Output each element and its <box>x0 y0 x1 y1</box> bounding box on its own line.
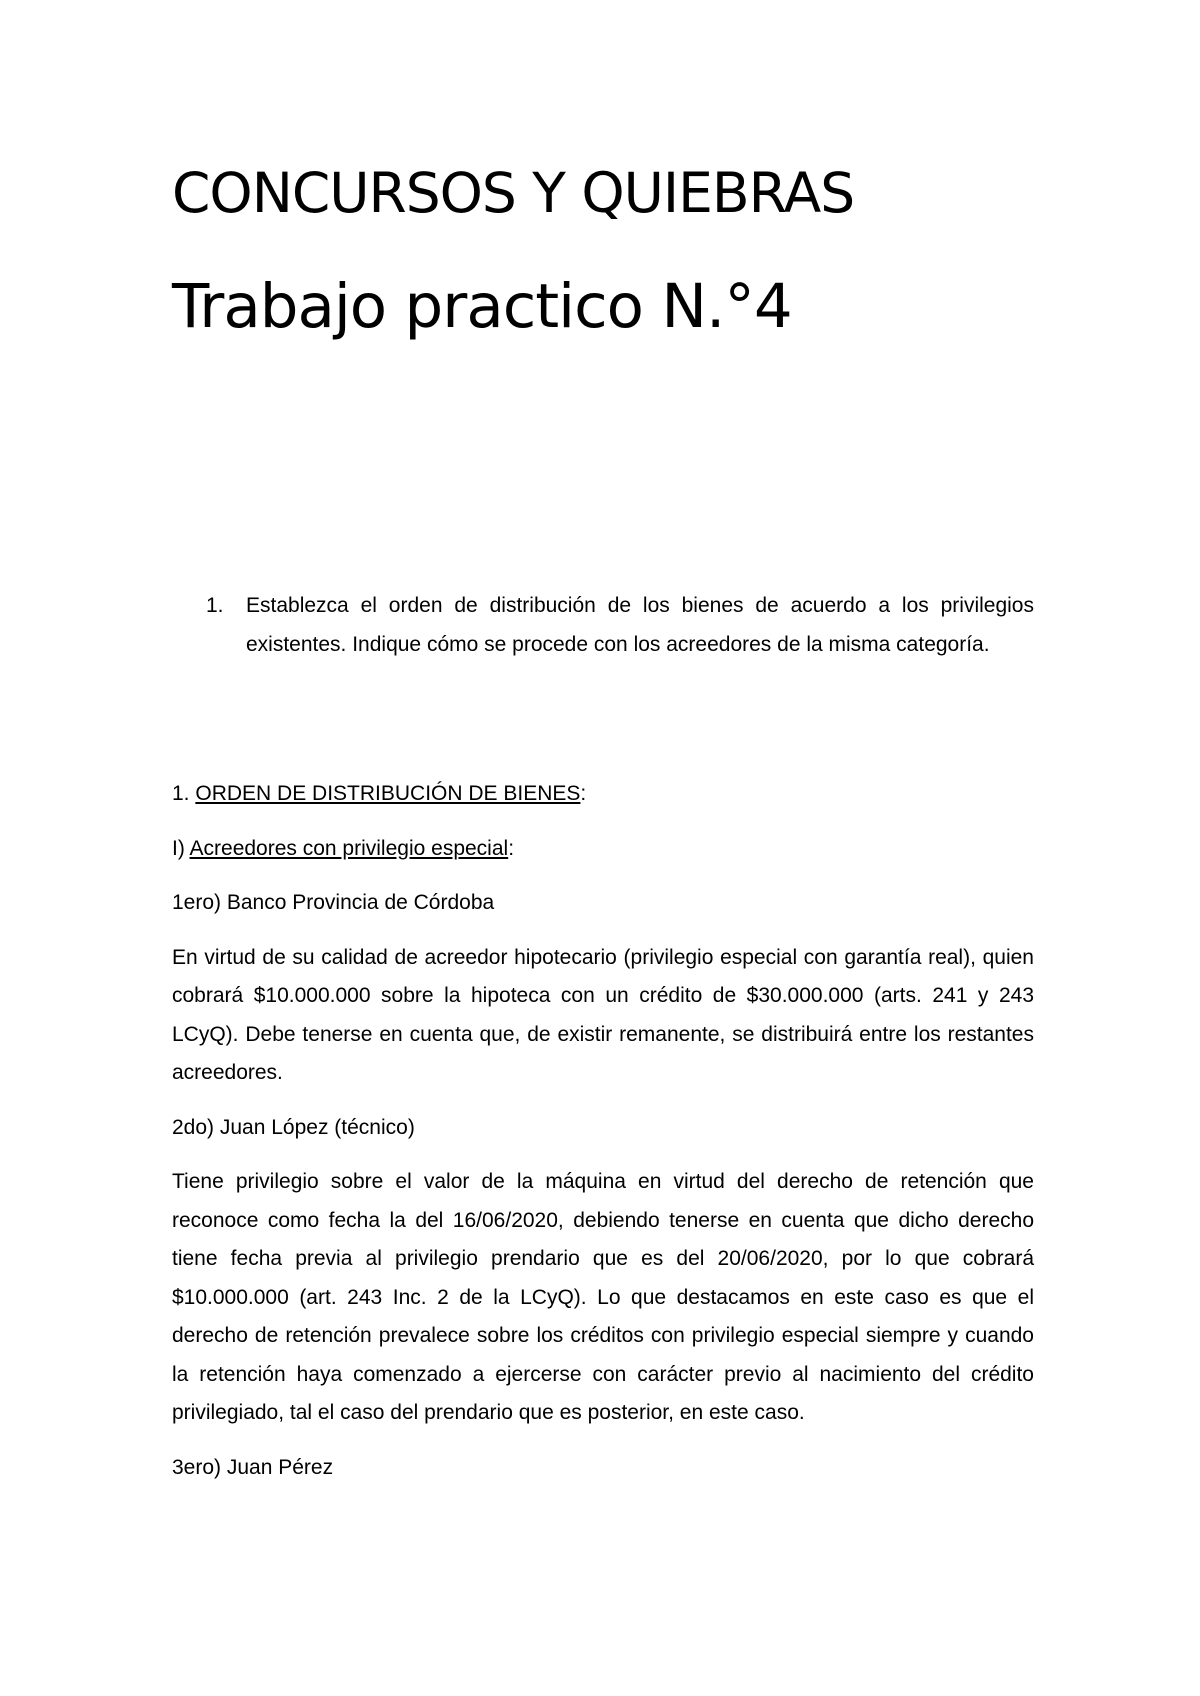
section-number: 1. <box>172 782 196 805</box>
creditor-label-lopez: 2do) Juan López (técnico) <box>172 1115 415 1139</box>
subsection-heading-suffix: : <box>508 836 515 860</box>
creditor-label-perez: 3ero) Juan Pérez <box>172 1455 334 1479</box>
creditor-text-banco: En virtud de su calidad de acreedor hipotecario (privilegio especial con garantía real), quien cobrará $10.000.000 sobre la hipoteca con un crédito de $30.000.000 (arts. 241 y 243 LCyQ). Debe tenerse en cuenta que, de existir remanente, se distribuirá entre los restantes acreedores. <box>172 945 1034 1084</box>
section-heading-suffix: : <box>580 782 587 805</box>
question-text: Establezca el orden de distribución de los bienes de acuerdo a los privilegios existentes. Indique cómo se procede con los acreedores de la misma categoría. <box>246 594 1034 656</box>
question-number: 1. <box>206 594 224 617</box>
subsection-heading <box>172 830 1034 869</box>
section-heading <box>172 775 1034 814</box>
question-item <box>172 587 1034 664</box>
creditor-text-lopez: Tiene privilegio sobre el valor de la máquina en virtud del derecho de retención que reconoce como fecha la del 16/06/2020, debiendo tenerse en cuenta que dicho derecho tiene fecha previa al privilegio prendario que es del 20/06/2020, por lo que cobrará $10.000.000 (art. 243 Inc. 2 de la LCyQ). Lo que destacamos en este caso es que el derecho de retención prevalece sobre los créditos con privilegio especial siempre y cuando la retención haya comenzado a ejercerse con carácter previo al nacimiento del crédito privilegiado, tal el caso del prendario que es posterior, en este caso. <box>172 1170 1034 1424</box>
question-list <box>172 587 1034 664</box>
document-subtitle: Trabajo practico N.°4 <box>172 271 792 342</box>
subsection-heading-text: Acreedores con privilegio especial <box>189 836 509 860</box>
subsection-number: I) <box>172 836 190 860</box>
document-title: CONCURSOS Y QUIEBRAS <box>172 161 855 225</box>
answer-content <box>172 775 1034 1503</box>
section-heading-text: ORDEN DE DISTRIBUCIÓN DE BIENES <box>195 782 581 805</box>
creditor-label-banco: 1ero) Banco Provincia de Córdoba <box>172 891 495 914</box>
